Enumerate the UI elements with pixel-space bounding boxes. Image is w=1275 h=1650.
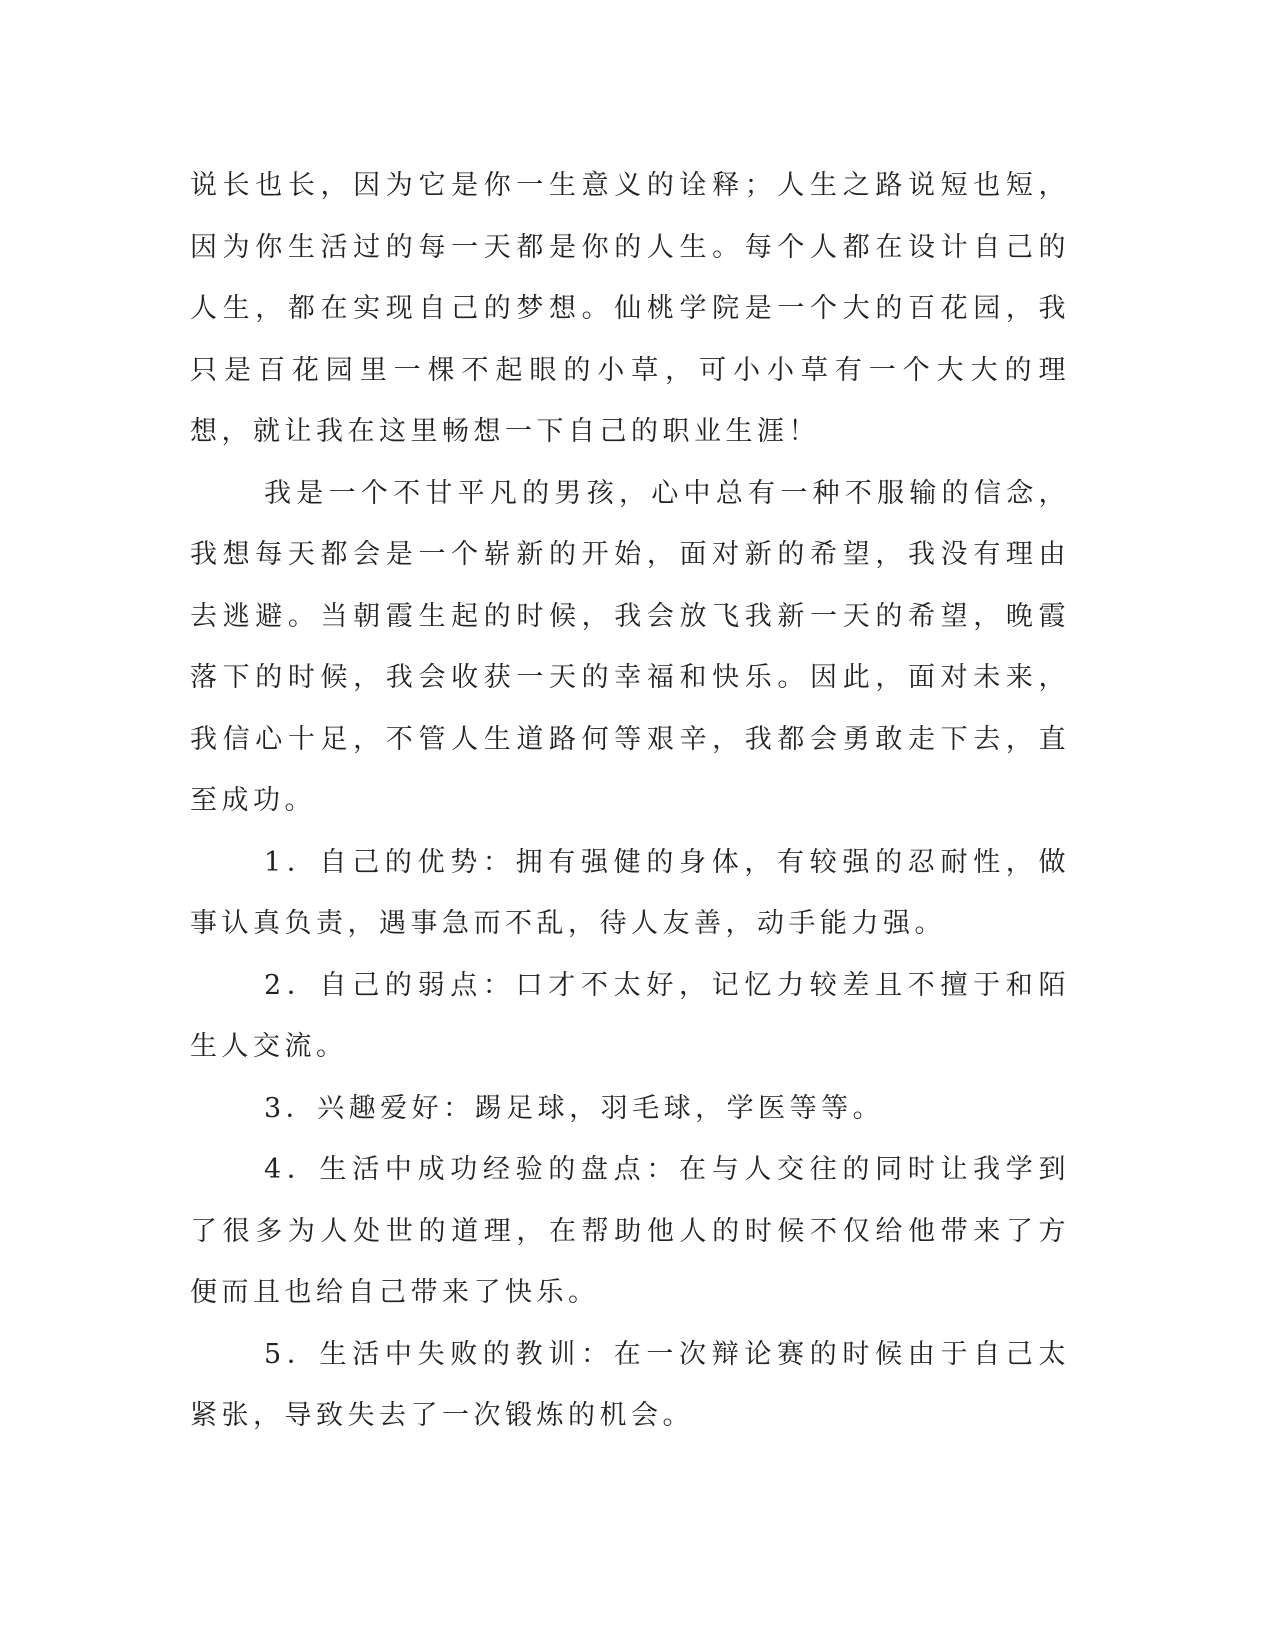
list-item-hobbies: 3．兴趣爱好：踢足球，羽毛球，学医等等。 xyxy=(264,1092,885,1124)
paragraph-self-description: 我是一个不甘平凡的男孩，心中总有一种不服输的信念，我想每天都会是一个崭新的开始，面对新的希望，我没有理由去逃避。当朝霞生起的时候，我会放飞我新一天的希望，晚霞落下的时候，我会收获一天的幸福和快乐。因此，面对未来，我信心十足，不管人生道路何等艰辛，我都会勇敢走下去，直至成功。 xyxy=(190,477,1070,816)
paragraph-intro: 说长也长，因为它是你一生意义的诠释；人生之路说短也短，因为你生活过的每一天都是你的人生。每个人都在设计自己的人生，都在实现自己的梦想。仙桃学院是一个大的百花园，我只是百花园里一棵不起眼的小草，可小小草有一个大大的理想，就让我在这里畅想一下自己的职业生涯！ xyxy=(190,170,1070,447)
list-item-weaknesses: 2．自己的弱点：口才不太好，记忆力较差且不擅于和陌生人交流。 xyxy=(190,969,1070,1062)
list-item-successes: 4．生活中成功经验的盘点：在与人交往的同时让我学到了很多为人处世的道理，在帮助他人的时候不仅给他带来了方便而且也给自己带来了快乐。 xyxy=(190,1154,1070,1308)
list-item-failures: 5．生活中失败的教训：在一次辩论赛的时候由于自己太紧张，导致失去了一次锻炼的机会。 xyxy=(190,1338,1070,1431)
document-body xyxy=(190,155,1070,1447)
list-item-strengths: 1．自己的优势：拥有强健的身体，有较强的忍耐性，做事认真负责，遇事急而不乱，待人友善，动手能力强。 xyxy=(190,846,1070,939)
